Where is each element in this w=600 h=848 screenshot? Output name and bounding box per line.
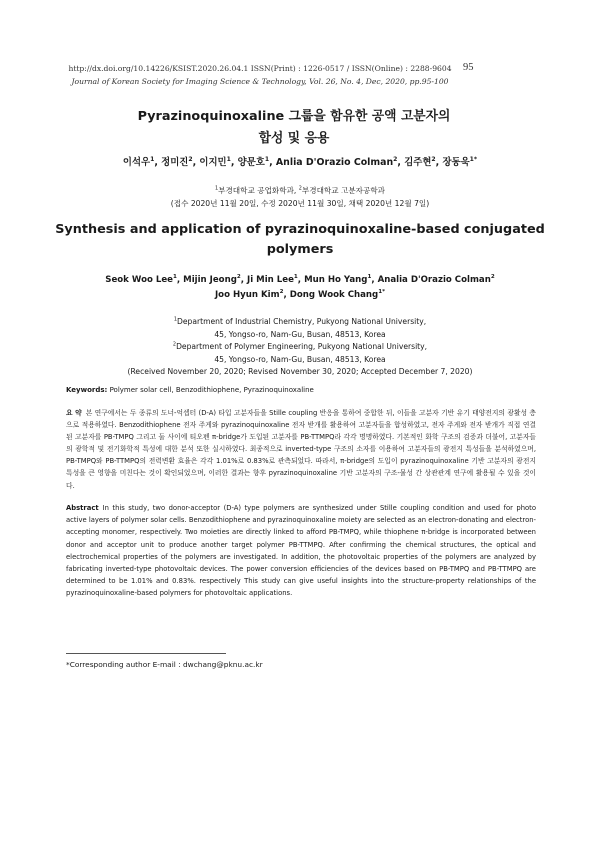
korean-title-line2: 합성 및 응용 xyxy=(258,131,330,146)
korean-author-list: 이석우$^1$, 정미진$^2$, 이지민$^1$, 양문호$^1$, Anlia D'Orazio Colman$^2$, 김주현$^2$, 장동욱$^{1*}$ xyxy=(122,155,478,168)
korean-abstract-text: 본 연구에서는 두 종류의 도너-억셉터 (D-A) 타입 고분자들을 Stille coupling 반응을 통하여 중합한 뒤, 이들을 고분자 기반 유기 태양전지의 광활성 층으로 적용하였다. Benzodithiophene 전자 주게와 pyrazinoquinoxaline 전자 받개를 활용하여 고분자들을 합성하였고, 전자 주게와 전자 받개가 직접 연결된 고분자를 PB-TMPQ 그리고 둘 사이에 티오펜 π-bridge가 도입된 고분자를 PB-TTMPQ라 각각 명명하였다. 기본적인 화학 구조의 검증과 더불어, 고분자들의 광학적 및 전기화학적 특성에 대한 분석 또한 실시하였다. 최종적으로 inverted-type 구조의 소자를 이용하여 고분자들의 광전지 특성들을 분석하였으며, PB-TMPQ와 PB-TTMPQ의 전력변환 효율은 각각 1.01%로 0.83%로 관측되었다. 따라서, π-bridge의 도입이 pyrazinoquinoxaline 기반 고분자의 광전지 특성을 큰 영향을 미친다는 것이 확인되었으며, 이러한 결과는 향후 pyrazinoquinoxaline 기반 고분자의 구조-물성 간 상관관계 연구에 활용될 수 있을 것이다. xyxy=(66,409,536,490)
english-affiliation-1 xyxy=(60,316,540,329)
author-affil-mark: 1 xyxy=(367,274,372,281)
keywords-label: Keywords: xyxy=(66,386,108,394)
author-affil-mark: 1 xyxy=(226,155,231,163)
affiliation-address: 45, Yongso-ro, Nam-Gu, Busan, 48513, Korea xyxy=(214,354,386,364)
english-title-line2: polymers xyxy=(266,242,334,257)
korean-abstract xyxy=(66,407,536,492)
english-abstract-label: Abstract xyxy=(66,504,99,512)
author-name: Seok Woo Lee xyxy=(105,275,173,285)
author-affil-mark: 1* xyxy=(469,155,478,163)
korean-title-line1: Pyrazinoquinoxaline 그룹을 함유한 공액 고분자의 xyxy=(137,109,451,124)
author-affil-mark: 2 xyxy=(393,155,398,163)
corresponding-author-footnote: *Corresponding author E-mail : dwchang@pknu.ac.kr xyxy=(66,660,263,669)
author-affil-mark: 2 xyxy=(490,274,495,281)
author-affil-mark: 2 xyxy=(236,274,241,281)
author-affil-mark: 1 xyxy=(173,274,177,281)
english-affiliation-2 xyxy=(60,341,540,354)
author-name: 이석우 xyxy=(122,157,151,168)
english-authors-line1: Seok Woo Lee$^1$, Mijin Jeong$^2$, Ji Min Lee$^1$, Mun Ho Yang$^1$, Analia D'Orazio Colman$^2$ xyxy=(105,274,495,285)
affiliation-text: Department of Polymer Engineering, Pukyong National University, xyxy=(176,342,428,351)
english-abstract-text: In this study, two donor-acceptor (D-A) type polymers are synthesized under Stille coupling condition and used for photo active layers of polymer solar cells. Benzodithiophene and pyrazinoquinoxaline moiety are selected as an electron-donating and electron-accepting monomer, respectively. Two moieties are directly linked to afford PB-TMPQ, while thiophene π-bridge is incorporated between donor and acceptor unit to produce another target polymer PB-TTMPQ. After confirming the chemical structures, the optical and electrochemical properties of the polymers are investigated. In addition, the photovoltaic properties of the polymers are analyzed by fabricating inverted-type photovoltaic devices. The power conversion efficiencies of the devices based on PB-TMPQ and PB-TTMPQ are determined to be 1.01% and 0.83%. respectively This study can give useful insights into the structure-property relationships of the pyrazinoquinoxaline-based polymers for photovoltaic applications. xyxy=(66,504,536,598)
author-name: Anlia D'Orazio Colman xyxy=(275,157,394,168)
author-name: Mun Ho Yang xyxy=(304,275,368,285)
footnote-divider xyxy=(66,653,226,654)
author-name: 김주현 xyxy=(404,157,432,168)
author-name: Joo Hyun Kim xyxy=(214,290,280,300)
korean-affiliation-line xyxy=(0,184,600,197)
affil-mark: 2 xyxy=(298,185,302,192)
english-title xyxy=(50,220,550,260)
author-affil-mark: 1 xyxy=(264,155,270,163)
author-affil-mark: 2 xyxy=(279,289,284,296)
doi-line[interactable]: http://dx.doi.org/10.14226/KSIST.2020.26.04.1 ISSN(Print) : 1226-0517 / ISSN(Online) : 2288-9604 xyxy=(68,64,452,73)
author-affil-mark: 2 xyxy=(188,155,193,163)
affil-mark: 2 xyxy=(172,341,177,348)
english-title-line1: Synthesis and application of pyrazinoquinoxaline-based conjugated xyxy=(55,222,545,237)
author-name: Ji Min Lee xyxy=(247,275,294,285)
author-name: Mijin Jeong xyxy=(183,275,237,285)
author-affil-mark: 2 xyxy=(431,155,436,163)
english-authors-line2: Joo Hyun Kim$^2$, Dong Wook Chang$^{1*}$ xyxy=(214,289,386,300)
author-name: Dong Wook Chang xyxy=(289,290,379,300)
affil-mark: 1 xyxy=(173,316,177,323)
author-name: 장동욱 xyxy=(442,157,470,168)
affiliation-address: 45, Yongso-ro, Nam-Gu, Busan, 48513, Korea xyxy=(214,329,386,339)
korean-dates: (접수 2020년 11월 20일, 수정 2020년 11월 30일, 채택 2020년 12월 7일) xyxy=(170,199,430,208)
affiliation-text: Department of Industrial Chemistry, Pukyong National University, xyxy=(177,317,427,326)
author-name: Analia D'Orazio Colman xyxy=(377,275,491,285)
korean-title xyxy=(0,106,574,150)
english-author-list xyxy=(40,273,560,303)
author-affil-mark: 1 xyxy=(150,155,155,163)
english-affiliations xyxy=(60,316,540,379)
journal-citation: Journal of Korean Society for Imaging Science & Technology, Vol. 26, No. 4, Dec, 2020, pp.95-100 xyxy=(71,77,449,86)
author-name: 양문호 xyxy=(237,157,265,168)
english-abstract xyxy=(66,502,536,600)
keywords xyxy=(66,386,536,394)
keywords-text: Polymer solar cell, Benzodithiophene, Pyrazinoquinoxaline xyxy=(109,386,314,394)
korean-affiliation-2: 부경대학교 고분자공학과 xyxy=(301,186,386,195)
author-affil-mark: 1* xyxy=(378,289,386,296)
author-name: 정미진 xyxy=(161,157,189,168)
author-affil-mark: 1 xyxy=(293,274,298,281)
english-dates: (Received November 20, 2020; Revised November 30, 2020; Accepted December 7, 2020) xyxy=(127,367,473,376)
korean-affiliations xyxy=(0,184,600,210)
korean-affiliation-1: 부경대학교 공업화학과, xyxy=(218,186,299,195)
author-name: 이지민 xyxy=(199,157,227,168)
page-number: 95 xyxy=(463,62,474,73)
affil-mark: 1 xyxy=(214,185,219,192)
journal-header xyxy=(60,62,460,88)
korean-abstract-label: 요 약 xyxy=(66,409,82,417)
